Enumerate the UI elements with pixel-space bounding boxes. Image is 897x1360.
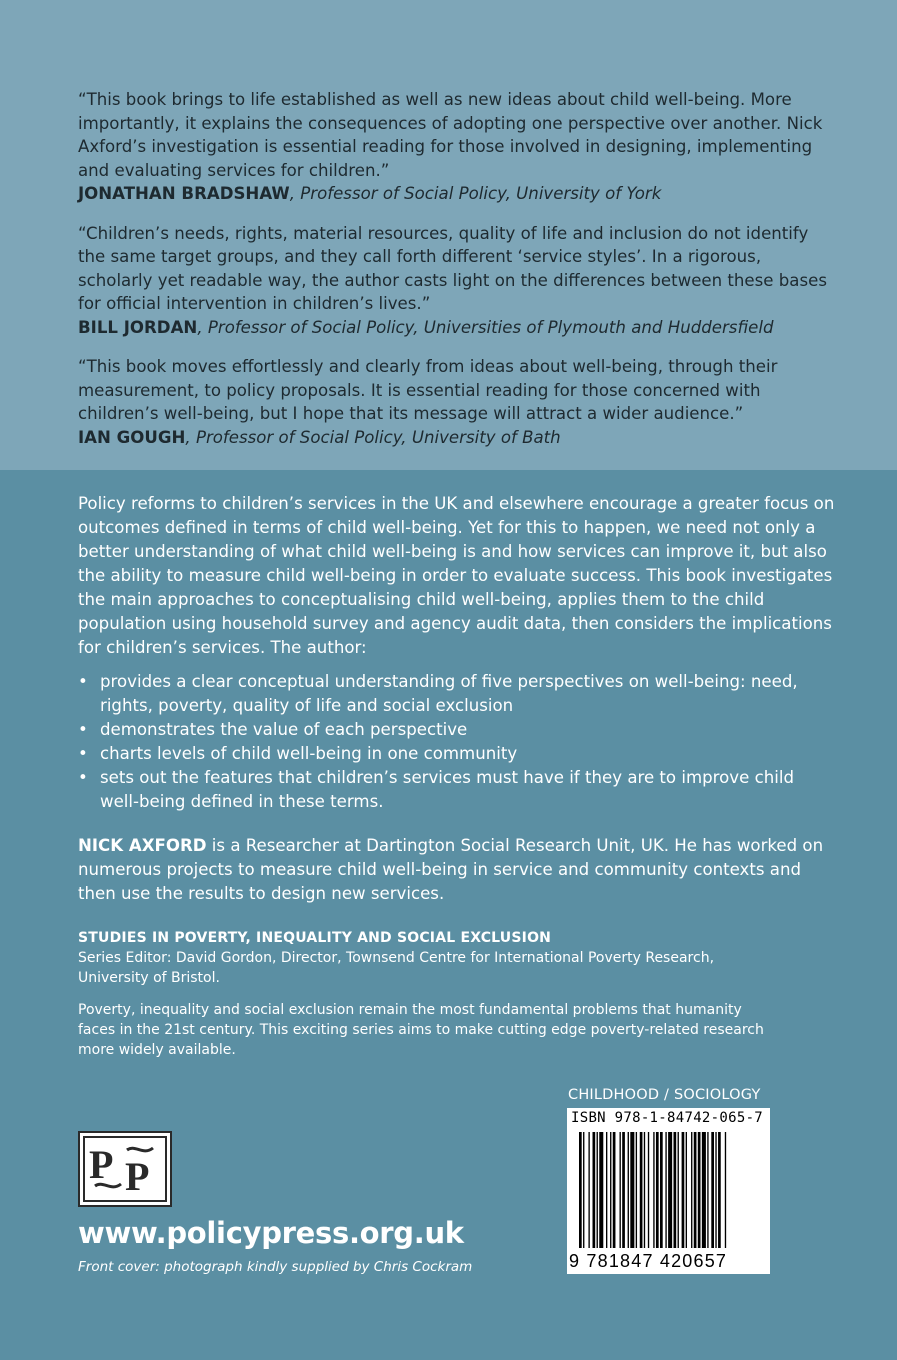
endorsement-attribution (78, 316, 838, 340)
barcode-bars (571, 1132, 766, 1252)
barcode-bar (613, 1132, 616, 1248)
endorser-name: IAN GOUGH (78, 427, 186, 447)
endorsement-1 (78, 88, 838, 206)
barcode-bar (630, 1132, 634, 1248)
barcode-bar (648, 1132, 649, 1248)
endorsement-3 (78, 355, 838, 449)
endorsement-text: “This book moves effortlessly and clearly from ideas about well-being, through their measurement, to policy proposals. It is essential reading for those concerned with children’s well-being, but I hope that its message will attract a wider audience.” (78, 357, 778, 423)
series-info (78, 928, 778, 1060)
barcode-bar (644, 1132, 645, 1248)
barcode-bar (583, 1132, 584, 1248)
book-description (78, 492, 838, 906)
endorser-name: JONATHAN BRADSHAW (78, 184, 290, 203)
barcode-bar (686, 1132, 687, 1248)
barcode-bar (636, 1132, 637, 1248)
description-intro: Policy reforms to children’s services in the UK and elsewhere encourage a greater focus on outcomes defined in terms of child well-being. Yet for this to happen, we need not only a better understanding of what child well-being is and how services can improve it, but also the ability to measure child well-being in order to evaluate success. This book investigates the main approaches to conceptualising child well-being, applies them to the child population using household survey and agency audit data, then considers the implications for children’s services. The author: (78, 494, 835, 657)
barcode-bar (691, 1132, 692, 1248)
barcode-bar (628, 1132, 629, 1248)
barcode-bar (588, 1132, 589, 1248)
series-title: STUDIES IN POVERTY, INEQUALITY AND SOCIAL EXCLUSION (78, 930, 552, 946)
barcode-bar (665, 1132, 666, 1248)
list-item: • demonstrates the value of each perspective (78, 718, 838, 742)
barcode-bar (674, 1132, 677, 1248)
barcode-bar (622, 1132, 625, 1248)
barcode-bar (668, 1132, 672, 1248)
cover-credit: Front cover: photograph kindly supplied by Chris Cockram (78, 1259, 473, 1275)
endorser-name: BILL JORDAN (78, 317, 198, 337)
barcode-bar (599, 1132, 603, 1248)
publisher-website[interactable]: www.policypress.org.uk (78, 1216, 464, 1250)
policy-press-logo (78, 1131, 172, 1207)
barcode-bar (597, 1132, 598, 1248)
svg-text:P: P (125, 1154, 150, 1198)
barcode-bar (694, 1132, 697, 1248)
barcode-bar (678, 1132, 679, 1248)
author-bio-text: is a Researcher at Dartington Social Research Unit, UK. He has worked on numerous projects to measure child well-being in service and community contexts and then use the results to design new services. (78, 836, 824, 903)
barcode-bar (682, 1132, 685, 1248)
endorser-role: , Professor of Social Policy, University of Bath (185, 427, 561, 447)
endorsement-text: “This book brings to life established as well as new ideas about child well-being. More importantly, it explains the consequences of adopting one perspective over another. Nick Axford’s investigation is essential reading for those involved in designing, implementing and evaluating services for children.” (78, 90, 823, 180)
barcode-bar (653, 1132, 654, 1248)
barcode-bar (593, 1132, 596, 1248)
barcode-bar (698, 1132, 701, 1248)
list-item: • sets out the features that children’s services must have if they are to improve child well-being defined in these terms. (78, 766, 838, 814)
barcode-bar (707, 1132, 708, 1248)
barcode-bar (610, 1132, 611, 1248)
endorser-role: , Professor of Social Policy, Universities of Plymouth and Huddersfield (197, 317, 774, 337)
pp-logo-icon (87, 1140, 163, 1198)
barcode-bar (640, 1132, 643, 1248)
feature-list (78, 670, 838, 814)
endorsements (78, 88, 838, 465)
endorsement-attribution (78, 182, 838, 206)
barcode-bar (606, 1132, 607, 1248)
endorser-role: , Professor of Social Policy, University of York (289, 184, 662, 203)
svg-text:P: P (89, 1142, 114, 1187)
barcode-bar (725, 1132, 726, 1248)
barcode-bar (715, 1132, 716, 1248)
barcode-bar (660, 1132, 663, 1248)
logo-frame (83, 1136, 167, 1202)
endorsement-text: “Children’s needs, rights, material resources, quality of life and inclusion do not identify the same target groups, and they call forth different ‘service styles’. In a rigorous, scholarly yet readable way, the author casts light on the differences between these bases for official intervention in children’s lives.” (78, 223, 827, 313)
list-item: • charts levels of child well-being in one community (78, 742, 838, 766)
subject-category: CHILDHOOD / SOCIOLOGY (568, 1087, 761, 1103)
series-description: Poverty, inequality and social exclusion remain the most fundamental problems that humanity faces in the 21st century. This exciting series aims to make cutting edge poverty-related research more widely available. (78, 1002, 764, 1058)
series-editor: Series Editor: David Gordon, Director, Townsend Centre for International Poverty Research, University of Bristol. (78, 950, 715, 986)
endorsement-2 (78, 222, 838, 340)
barcode (567, 1108, 770, 1274)
list-item: • provides a clear conceptual understanding of five perspectives on well-being: need, rights, poverty, quality of life and social exclusion (78, 670, 838, 718)
barcode-bar (718, 1132, 721, 1248)
barcode-digits: 9 781847 420657 (569, 1251, 728, 1271)
barcode-bar (711, 1132, 714, 1248)
barcode-bar (620, 1132, 621, 1248)
barcode-bar (656, 1132, 659, 1248)
author-name: NICK AXFORD (78, 836, 207, 855)
isbn-label: ISBN 978-1-84742-065-7 (571, 1110, 764, 1126)
endorsement-attribution (78, 426, 838, 450)
barcode-bar (579, 1132, 582, 1248)
author-bio (78, 834, 838, 906)
barcode-bar (702, 1132, 706, 1248)
